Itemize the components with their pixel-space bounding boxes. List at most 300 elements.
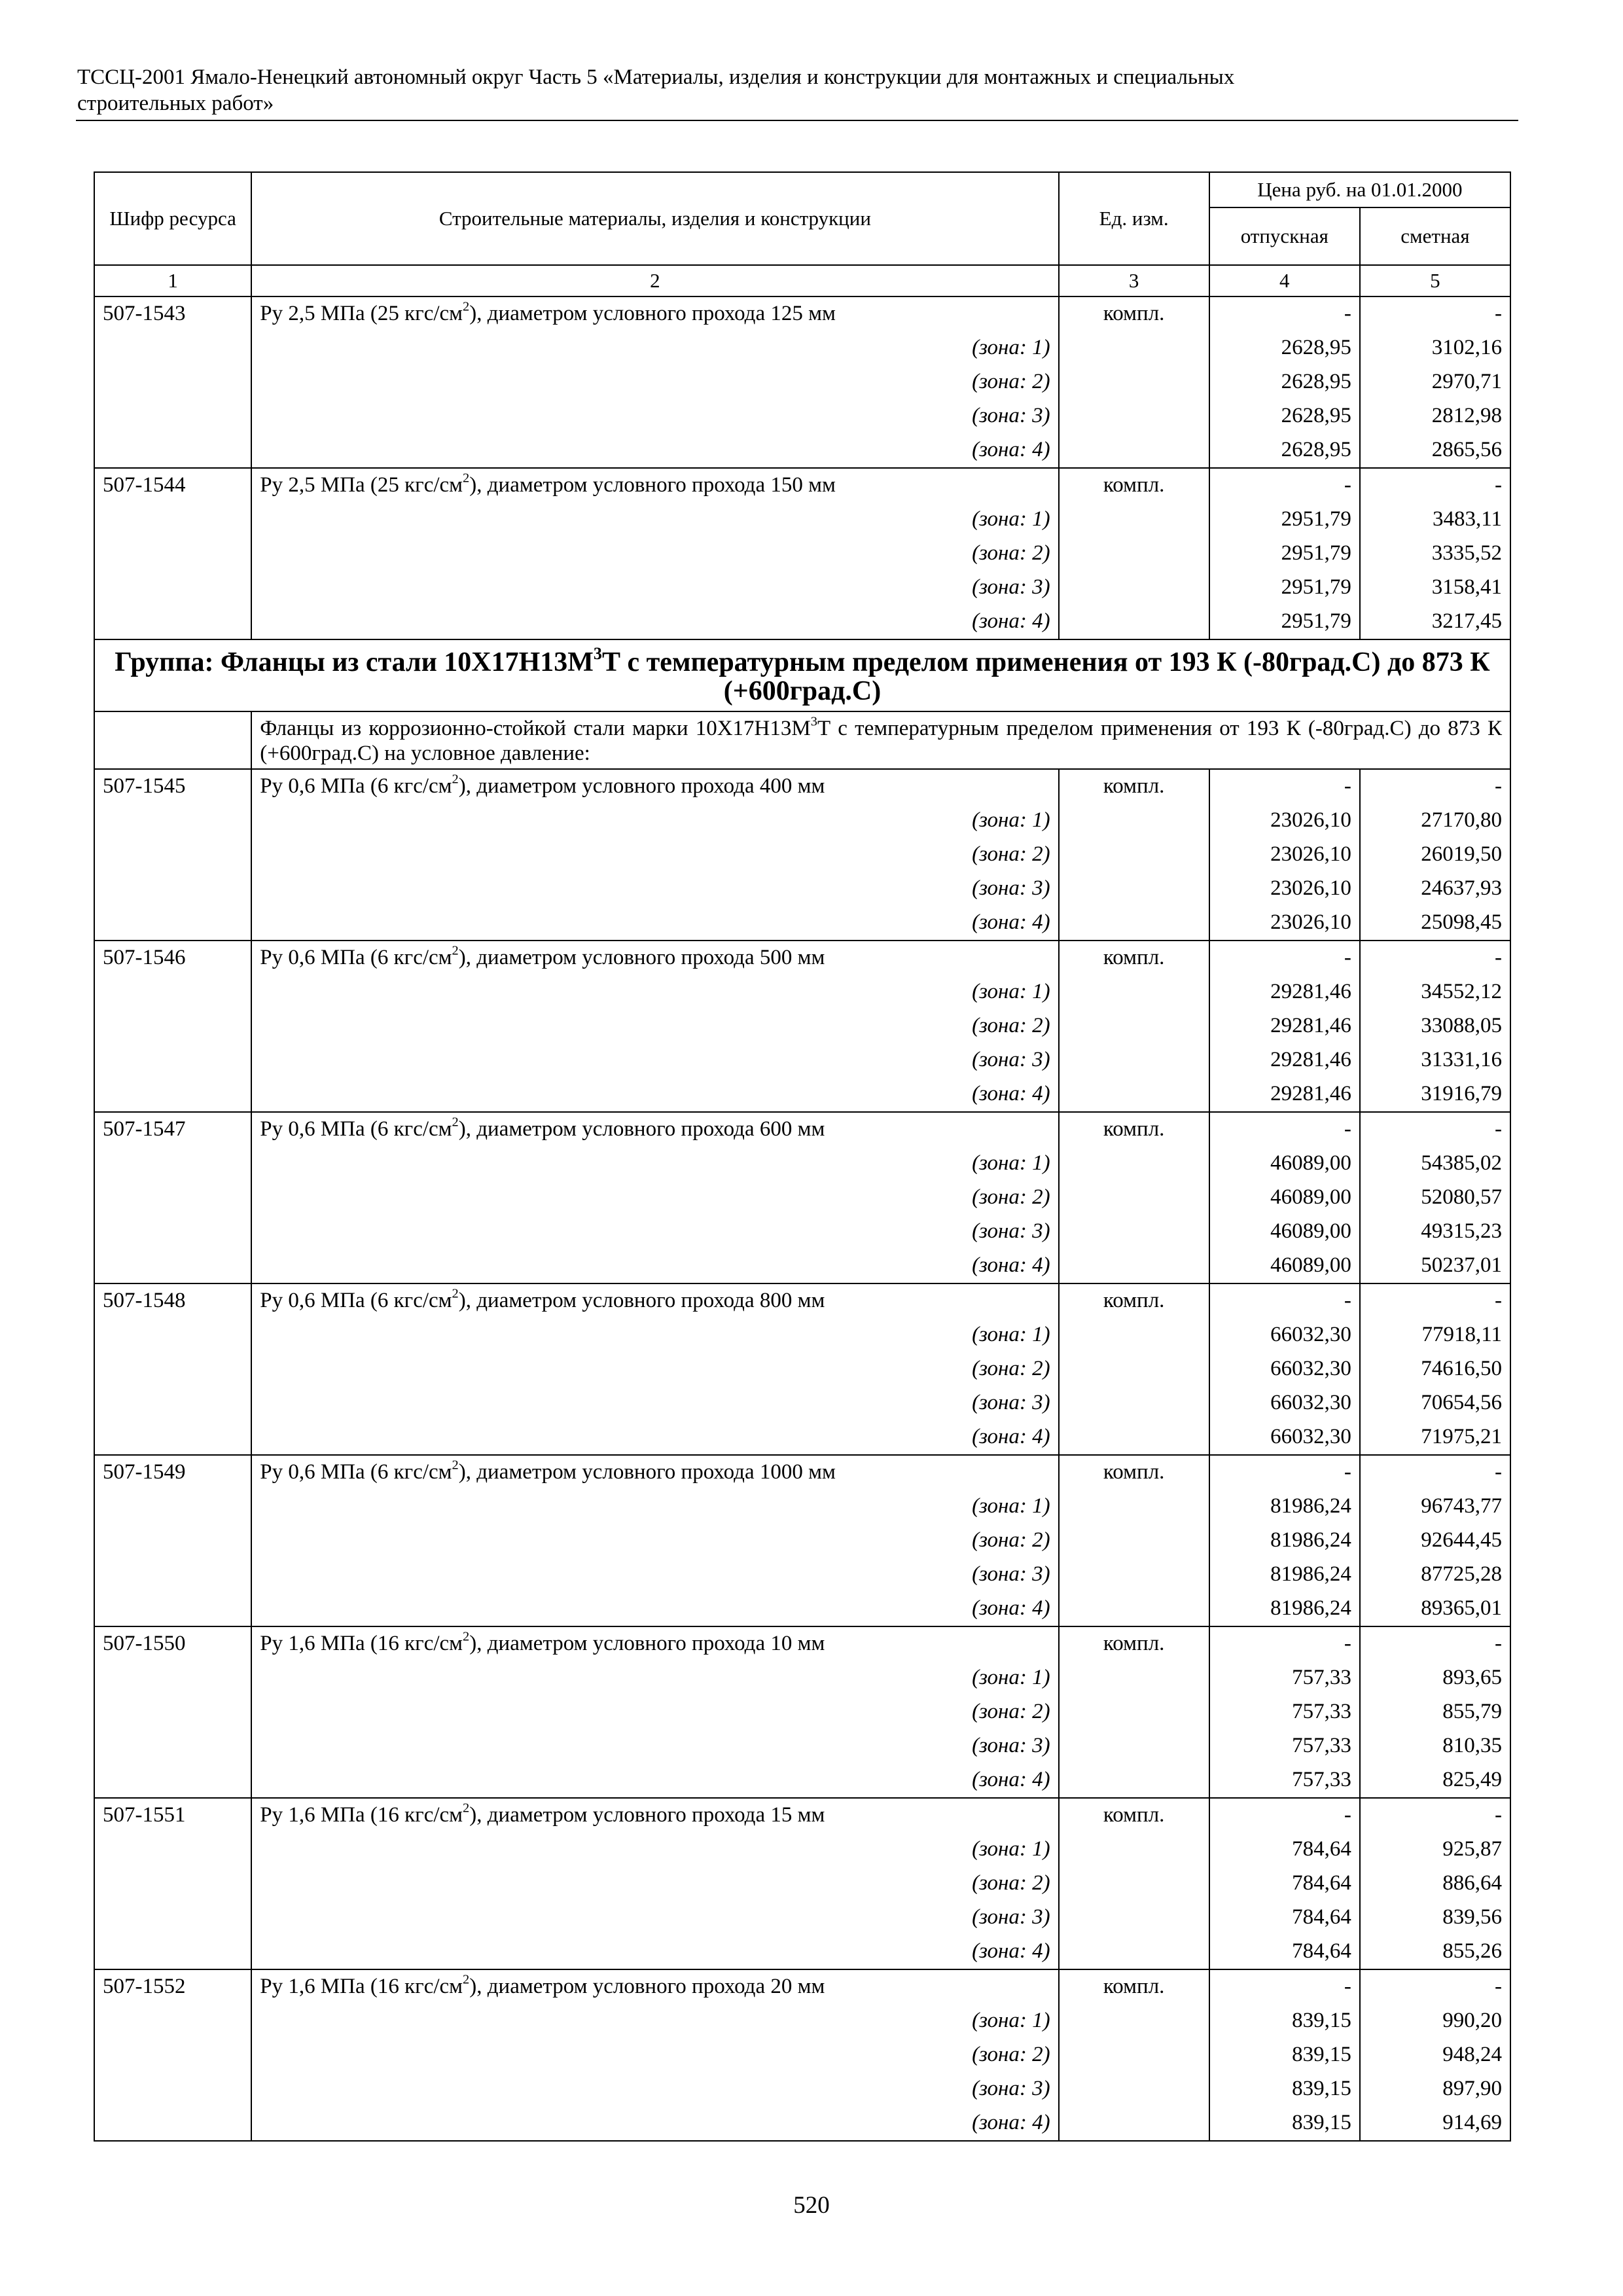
- zone-code-empty: [94, 2106, 251, 2141]
- zone-row: [94, 1833, 1510, 1867]
- resource-description: [251, 1969, 1058, 2004]
- description-sup: 2: [463, 1629, 470, 1644]
- zone-code-empty: [94, 1420, 251, 1455]
- description-text: Ру 2,5 МПа (25 кгс/см: [260, 473, 463, 497]
- resource-description: [251, 1455, 1058, 1490]
- zone-row: [94, 1592, 1510, 1626]
- zone-estimate-price: 3102,16: [1360, 331, 1510, 365]
- zone-label: (зона: 4): [251, 906, 1058, 941]
- zone-estimate-price: 27170,80: [1360, 804, 1510, 838]
- resource-description: [251, 296, 1058, 331]
- zone-code-empty: [94, 906, 251, 941]
- zone-estimate-price: 92644,45: [1360, 1524, 1510, 1558]
- zone-code-empty: [94, 1524, 251, 1558]
- zone-release-price: 23026,10: [1209, 872, 1360, 906]
- zone-row: [94, 1215, 1510, 1249]
- zone-estimate-price: 3217,45: [1360, 605, 1510, 639]
- zone-code-empty: [94, 1318, 251, 1352]
- zone-unit-empty: [1059, 1215, 1209, 1249]
- zone-release-price: 757,33: [1209, 1763, 1360, 1798]
- resource-row: [94, 1969, 1510, 2004]
- zone-unit-empty: [1059, 571, 1209, 605]
- zone-release-price: 784,64: [1209, 1935, 1360, 1969]
- zone-unit-empty: [1059, 1867, 1209, 1901]
- group-intro-sup: 3: [810, 714, 817, 729]
- zone-estimate-price: 25098,45: [1360, 906, 1510, 941]
- zone-unit-empty: [1059, 2004, 1209, 2038]
- zone-release-price: 46089,00: [1209, 1147, 1360, 1181]
- zone-release-price: 29281,46: [1209, 1009, 1360, 1043]
- zone-code-empty: [94, 1867, 251, 1901]
- resource-row: [94, 468, 1510, 503]
- estimate-price: -: [1360, 1283, 1510, 1318]
- zone-row: [94, 605, 1510, 639]
- estimate-price: -: [1360, 1112, 1510, 1147]
- zone-row: [94, 804, 1510, 838]
- zone-row: [94, 1490, 1510, 1524]
- zone-release-price: 46089,00: [1209, 1181, 1360, 1215]
- zone-code-empty: [94, 975, 251, 1009]
- zone-unit-empty: [1059, 1181, 1209, 1215]
- estimate-price: -: [1360, 468, 1510, 503]
- zone-label: (зона: 1): [251, 503, 1058, 537]
- zone-unit-empty: [1059, 1420, 1209, 1455]
- zone-estimate-price: 3158,41: [1360, 571, 1510, 605]
- zone-estimate-price: 2865,56: [1360, 433, 1510, 468]
- zone-code-empty: [94, 365, 251, 399]
- description-sup: 2: [463, 1801, 470, 1816]
- zone-estimate-price: 990,20: [1360, 2004, 1510, 2038]
- zone-label: (зона: 3): [251, 1215, 1058, 1249]
- resource-unit: компл.: [1059, 1455, 1209, 1490]
- zone-release-price: 2628,95: [1209, 331, 1360, 365]
- zone-unit-empty: [1059, 605, 1209, 639]
- zone-release-price: 29281,46: [1209, 1043, 1360, 1077]
- zone-unit-empty: [1059, 1249, 1209, 1283]
- header-line-1: ТССЦ-2001 Ямало-Ненецкий автономный округ Часть 5 «Материалы, изделия и конструкции для монтажных и специальных: [77, 65, 1235, 89]
- zone-estimate-price: 886,64: [1360, 1867, 1510, 1901]
- zone-estimate-price: 87725,28: [1360, 1558, 1510, 1592]
- zone-code-empty: [94, 605, 251, 639]
- release-price: -: [1209, 468, 1360, 503]
- zone-unit-empty: [1059, 399, 1209, 433]
- description-text: Ру 0,6 МПа (6 кгс/см: [260, 1289, 452, 1312]
- zone-unit-empty: [1059, 838, 1209, 872]
- zone-row: [94, 365, 1510, 399]
- resource-code: 507-1544: [94, 468, 251, 503]
- zone-release-price: 66032,30: [1209, 1318, 1360, 1352]
- zone-estimate-price: 34552,12: [1360, 975, 1510, 1009]
- zone-label: (зона: 1): [251, 1833, 1058, 1867]
- zone-unit-empty: [1059, 804, 1209, 838]
- resource-code: 507-1546: [94, 941, 251, 975]
- estimate-price: -: [1360, 1455, 1510, 1490]
- zone-unit-empty: [1059, 365, 1209, 399]
- zone-row: [94, 1386, 1510, 1420]
- description-text: ), диаметром условного прохода 500 мм: [458, 946, 825, 969]
- resource-row: [94, 1626, 1510, 1661]
- release-price: -: [1209, 769, 1360, 804]
- zone-release-price: 46089,00: [1209, 1249, 1360, 1283]
- header-code: Шифр ресурса: [94, 172, 251, 265]
- group-intro-text: Т с температурным пределом применения от 193 К (-80град.С) до 873 К (+600град.С) на условное давление:: [260, 717, 1502, 765]
- description-text: ), диаметром условного прохода 150 мм: [469, 473, 836, 497]
- resource-description: [251, 941, 1058, 975]
- release-price: -: [1209, 1455, 1360, 1490]
- resource-description: [251, 769, 1058, 804]
- zone-estimate-price: 914,69: [1360, 2106, 1510, 2141]
- column-number: 2: [251, 265, 1058, 296]
- description-text: Ру 1,6 МПа (16 кгс/см: [260, 1975, 463, 1998]
- zone-row: [94, 1249, 1510, 1283]
- zone-label: (зона: 1): [251, 1661, 1058, 1695]
- zone-label: (зона: 4): [251, 1935, 1058, 1969]
- zone-release-price: 29281,46: [1209, 975, 1360, 1009]
- header-unit: Ед. изм.: [1059, 172, 1209, 265]
- zone-row: [94, 975, 1510, 1009]
- zone-row: [94, 1661, 1510, 1695]
- zone-label: (зона: 3): [251, 1043, 1058, 1077]
- zone-label: (зона: 4): [251, 1592, 1058, 1626]
- resource-unit: компл.: [1059, 468, 1209, 503]
- zone-unit-empty: [1059, 872, 1209, 906]
- zone-code-empty: [94, 1215, 251, 1249]
- resource-description: [251, 1626, 1058, 1661]
- description-text: Ру 0,6 МПа (6 кгс/см: [260, 774, 452, 798]
- zone-release-price: 2951,79: [1209, 605, 1360, 639]
- zone-row: [94, 838, 1510, 872]
- resource-description: [251, 1283, 1058, 1318]
- zone-unit-empty: [1059, 1935, 1209, 1969]
- zone-estimate-price: 49315,23: [1360, 1215, 1510, 1249]
- zone-estimate-price: 810,35: [1360, 1729, 1510, 1763]
- group-title-sup: 3: [593, 643, 602, 663]
- resource-description: [251, 1112, 1058, 1147]
- zone-unit-empty: [1059, 1043, 1209, 1077]
- zone-code-empty: [94, 1490, 251, 1524]
- zone-code-empty: [94, 2072, 251, 2106]
- zone-unit-empty: [1059, 1558, 1209, 1592]
- resource-row: [94, 1283, 1510, 1318]
- zone-unit-empty: [1059, 906, 1209, 941]
- zone-estimate-price: 855,79: [1360, 1695, 1510, 1729]
- zone-code-empty: [94, 1833, 251, 1867]
- description-text: Ру 1,6 МПа (16 кгс/см: [260, 1803, 463, 1827]
- zone-unit-empty: [1059, 1524, 1209, 1558]
- resource-row: [94, 941, 1510, 975]
- zone-code-empty: [94, 503, 251, 537]
- resource-row: [94, 296, 1510, 331]
- estimate-price: -: [1360, 1969, 1510, 2004]
- zone-estimate-price: 925,87: [1360, 1833, 1510, 1867]
- release-price: -: [1209, 1626, 1360, 1661]
- description-text: ), диаметром условного прохода 10 мм: [469, 1632, 825, 1655]
- zone-label: (зона: 2): [251, 1867, 1058, 1901]
- description-sup: 2: [463, 1972, 470, 1987]
- zone-estimate-price: 948,24: [1360, 2038, 1510, 2072]
- zone-label: (зона: 2): [251, 838, 1058, 872]
- zone-release-price: 757,33: [1209, 1695, 1360, 1729]
- zone-code-empty: [94, 537, 251, 571]
- zone-label: (зона: 3): [251, 2072, 1058, 2106]
- estimate-price: -: [1360, 769, 1510, 804]
- zone-estimate-price: 839,56: [1360, 1901, 1510, 1935]
- zone-release-price: 81986,24: [1209, 1524, 1360, 1558]
- release-price: -: [1209, 296, 1360, 331]
- zone-row: [94, 2072, 1510, 2106]
- zone-label: (зона: 3): [251, 1558, 1058, 1592]
- resource-unit: компл.: [1059, 1798, 1209, 1833]
- zone-release-price: 2951,79: [1209, 571, 1360, 605]
- zone-row: [94, 399, 1510, 433]
- zone-code-empty: [94, 1661, 251, 1695]
- zone-release-price: 66032,30: [1209, 1352, 1360, 1386]
- zone-label: (зона: 3): [251, 1729, 1058, 1763]
- zone-label: (зона: 2): [251, 1352, 1058, 1386]
- group-intro-text: Фланцы из коррозионно-стойкой стали марки 10Х17Н13М: [260, 717, 811, 740]
- table-body-before: [94, 296, 1510, 639]
- description-sup: 2: [452, 1458, 459, 1473]
- estimate-price: -: [1360, 1798, 1510, 1833]
- zone-estimate-price: 70654,56: [1360, 1386, 1510, 1420]
- zone-unit-empty: [1059, 1833, 1209, 1867]
- resource-unit: компл.: [1059, 1969, 1209, 2004]
- zone-estimate-price: 2970,71: [1360, 365, 1510, 399]
- zone-row: [94, 1043, 1510, 1077]
- zone-code-empty: [94, 1386, 251, 1420]
- zone-release-price: 23026,10: [1209, 804, 1360, 838]
- resource-code: 507-1549: [94, 1455, 251, 1490]
- zone-code-empty: [94, 872, 251, 906]
- zone-code-empty: [94, 1763, 251, 1798]
- zone-release-price: 46089,00: [1209, 1215, 1360, 1249]
- zone-estimate-price: 33088,05: [1360, 1009, 1510, 1043]
- zone-release-price: 839,15: [1209, 2072, 1360, 2106]
- zone-release-price: 839,15: [1209, 2038, 1360, 2072]
- description-text: ), диаметром условного прохода 400 мм: [458, 774, 825, 798]
- column-number: 5: [1360, 265, 1510, 296]
- zone-label: (зона: 4): [251, 1249, 1058, 1283]
- release-price: -: [1209, 1112, 1360, 1147]
- zone-label: (зона: 2): [251, 1009, 1058, 1043]
- zone-unit-empty: [1059, 1077, 1209, 1112]
- zone-release-price: 757,33: [1209, 1661, 1360, 1695]
- zone-label: (зона: 1): [251, 975, 1058, 1009]
- header-estimate-price: сметная: [1360, 207, 1510, 265]
- description-sup: 2: [452, 1286, 459, 1301]
- zone-estimate-price: 96743,77: [1360, 1490, 1510, 1524]
- zone-row: [94, 1867, 1510, 1901]
- resource-unit: компл.: [1059, 296, 1209, 331]
- release-price: -: [1209, 1969, 1360, 2004]
- zone-code-empty: [94, 1592, 251, 1626]
- zone-estimate-price: 2812,98: [1360, 399, 1510, 433]
- zone-estimate-price: 50237,01: [1360, 1249, 1510, 1283]
- zone-label: (зона: 2): [251, 2038, 1058, 2072]
- release-price: -: [1209, 941, 1360, 975]
- zone-label: (зона: 1): [251, 1490, 1058, 1524]
- zone-label: (зона: 4): [251, 605, 1058, 639]
- header-price: Цена руб. на 01.01.2000: [1209, 172, 1510, 207]
- description-text: ), диаметром условного прохода 600 мм: [458, 1117, 825, 1141]
- zone-row: [94, 331, 1510, 365]
- zone-unit-empty: [1059, 1352, 1209, 1386]
- zone-estimate-price: 52080,57: [1360, 1181, 1510, 1215]
- zone-unit-empty: [1059, 1729, 1209, 1763]
- zone-label: (зона: 3): [251, 872, 1058, 906]
- zone-unit-empty: [1059, 2106, 1209, 2141]
- zone-unit-empty: [1059, 1592, 1209, 1626]
- zone-estimate-price: 24637,93: [1360, 872, 1510, 906]
- zone-release-price: 66032,30: [1209, 1420, 1360, 1455]
- zone-estimate-price: 31331,16: [1360, 1043, 1510, 1077]
- zone-row: [94, 1524, 1510, 1558]
- zone-release-price: 2951,79: [1209, 537, 1360, 571]
- resource-unit: компл.: [1059, 1283, 1209, 1318]
- zone-label: (зона: 2): [251, 1181, 1058, 1215]
- zone-row: [94, 1901, 1510, 1935]
- zone-label: (зона: 1): [251, 1147, 1058, 1181]
- zone-label: (зона: 4): [251, 433, 1058, 468]
- zone-code-empty: [94, 571, 251, 605]
- group-title: [94, 639, 1510, 711]
- zone-label: (зона: 1): [251, 331, 1058, 365]
- description-text: ), диаметром условного прохода 15 мм: [469, 1803, 825, 1827]
- zone-label: (зона: 3): [251, 571, 1058, 605]
- zone-unit-empty: [1059, 1695, 1209, 1729]
- estimate-price: -: [1360, 1626, 1510, 1661]
- document-header: [77, 64, 1517, 117]
- zone-row: [94, 1181, 1510, 1215]
- zone-code-empty: [94, 1043, 251, 1077]
- zone-code-empty: [94, 2038, 251, 2072]
- zone-row: [94, 537, 1510, 571]
- group-title-text: Т с температурным пределом применения от 193 К (-80град.С) до 873 К (+600град.С): [601, 647, 1490, 706]
- description-text: Ру 0,6 МПа (6 кгс/см: [260, 946, 452, 969]
- description-sup: 2: [452, 772, 459, 787]
- column-number: 3: [1059, 265, 1209, 296]
- zone-release-price: 81986,24: [1209, 1490, 1360, 1524]
- zone-row: [94, 1695, 1510, 1729]
- resource-description: [251, 468, 1058, 503]
- column-number: 1: [94, 265, 251, 296]
- zone-unit-empty: [1059, 503, 1209, 537]
- zone-estimate-price: 3335,52: [1360, 537, 1510, 571]
- zone-code-empty: [94, 1558, 251, 1592]
- resource-unit: компл.: [1059, 1112, 1209, 1147]
- resource-code: 507-1552: [94, 1969, 251, 2004]
- zone-estimate-price: 74616,50: [1360, 1352, 1510, 1386]
- zone-code-empty: [94, 1147, 251, 1181]
- zone-estimate-price: 855,26: [1360, 1935, 1510, 1969]
- header-name: Строительные материалы, изделия и конструкции: [251, 172, 1058, 265]
- zone-release-price: 784,64: [1209, 1901, 1360, 1935]
- description-text: ), диаметром условного прохода 20 мм: [469, 1975, 825, 1998]
- zone-unit-empty: [1059, 537, 1209, 571]
- resource-code: 507-1543: [94, 296, 251, 331]
- description-text: Ру 2,5 МПа (25 кгс/см: [260, 302, 463, 325]
- zone-row: [94, 1077, 1510, 1112]
- zone-row: [94, 1318, 1510, 1352]
- description-sup: 2: [452, 1115, 459, 1130]
- zone-release-price: 839,15: [1209, 2106, 1360, 2141]
- resource-code: 507-1548: [94, 1283, 251, 1318]
- zone-code-empty: [94, 804, 251, 838]
- zone-release-price: 2628,95: [1209, 399, 1360, 433]
- zone-code-empty: [94, 1901, 251, 1935]
- zone-code-empty: [94, 1695, 251, 1729]
- zone-release-price: 757,33: [1209, 1729, 1360, 1763]
- description-text: ), диаметром условного прохода 1000 мм: [458, 1460, 836, 1484]
- zone-label: (зона: 2): [251, 1524, 1058, 1558]
- zone-unit-empty: [1059, 1318, 1209, 1352]
- zone-unit-empty: [1059, 1490, 1209, 1524]
- zone-estimate-price: 897,90: [1360, 2072, 1510, 2106]
- zone-code-empty: [94, 1935, 251, 1969]
- zone-code-empty: [94, 838, 251, 872]
- zone-row: [94, 1729, 1510, 1763]
- description-text: Ру 0,6 МПа (6 кгс/см: [260, 1460, 452, 1484]
- zone-estimate-price: 54385,02: [1360, 1147, 1510, 1181]
- description-sup: 2: [452, 943, 459, 958]
- resource-code: 507-1545: [94, 769, 251, 804]
- zone-label: (зона: 1): [251, 804, 1058, 838]
- resource-row: [94, 1455, 1510, 1490]
- zone-row: [94, 1420, 1510, 1455]
- page-number: 520: [793, 2192, 830, 2219]
- zone-code-empty: [94, 433, 251, 468]
- zone-code-empty: [94, 2004, 251, 2038]
- zone-row: [94, 2106, 1510, 2141]
- zone-label: (зона: 2): [251, 1695, 1058, 1729]
- zone-release-price: 81986,24: [1209, 1558, 1360, 1592]
- zone-code-empty: [94, 1249, 251, 1283]
- zone-label: (зона: 2): [251, 537, 1058, 571]
- zone-row: [94, 1352, 1510, 1386]
- zone-estimate-price: 71975,21: [1360, 1420, 1510, 1455]
- zone-release-price: 2628,95: [1209, 433, 1360, 468]
- zone-estimate-price: 3483,11: [1360, 503, 1510, 537]
- zone-label: (зона: 3): [251, 1386, 1058, 1420]
- zone-unit-empty: [1059, 331, 1209, 365]
- group-intro: [251, 711, 1510, 769]
- zone-code-empty: [94, 1009, 251, 1043]
- zone-release-price: 839,15: [1209, 2004, 1360, 2038]
- zone-release-price: 2951,79: [1209, 503, 1360, 537]
- resource-code: 507-1551: [94, 1798, 251, 1833]
- zone-label: (зона: 4): [251, 2106, 1058, 2141]
- zone-code-empty: [94, 1077, 251, 1112]
- group-section: [94, 639, 1510, 769]
- group-title-text: Группа: Фланцы из стали 10Х17Н13М: [115, 647, 594, 677]
- estimate-price: -: [1360, 941, 1510, 975]
- zone-row: [94, 2038, 1510, 2072]
- header-line-2: строительных работ»: [77, 92, 274, 115]
- group-intro-empty: [94, 711, 251, 769]
- resource-description: [251, 1798, 1058, 1833]
- zone-estimate-price: 77918,11: [1360, 1318, 1510, 1352]
- zone-estimate-price: 89365,01: [1360, 1592, 1510, 1626]
- zone-row: [94, 1147, 1510, 1181]
- zone-label: (зона: 3): [251, 399, 1058, 433]
- resource-unit: компл.: [1059, 1626, 1209, 1661]
- zone-unit-empty: [1059, 975, 1209, 1009]
- zone-code-empty: [94, 331, 251, 365]
- zone-row: [94, 503, 1510, 537]
- zone-label: (зона: 4): [251, 1763, 1058, 1798]
- description-text: Ру 1,6 МПа (16 кгс/см: [260, 1632, 463, 1655]
- zone-row: [94, 1935, 1510, 1969]
